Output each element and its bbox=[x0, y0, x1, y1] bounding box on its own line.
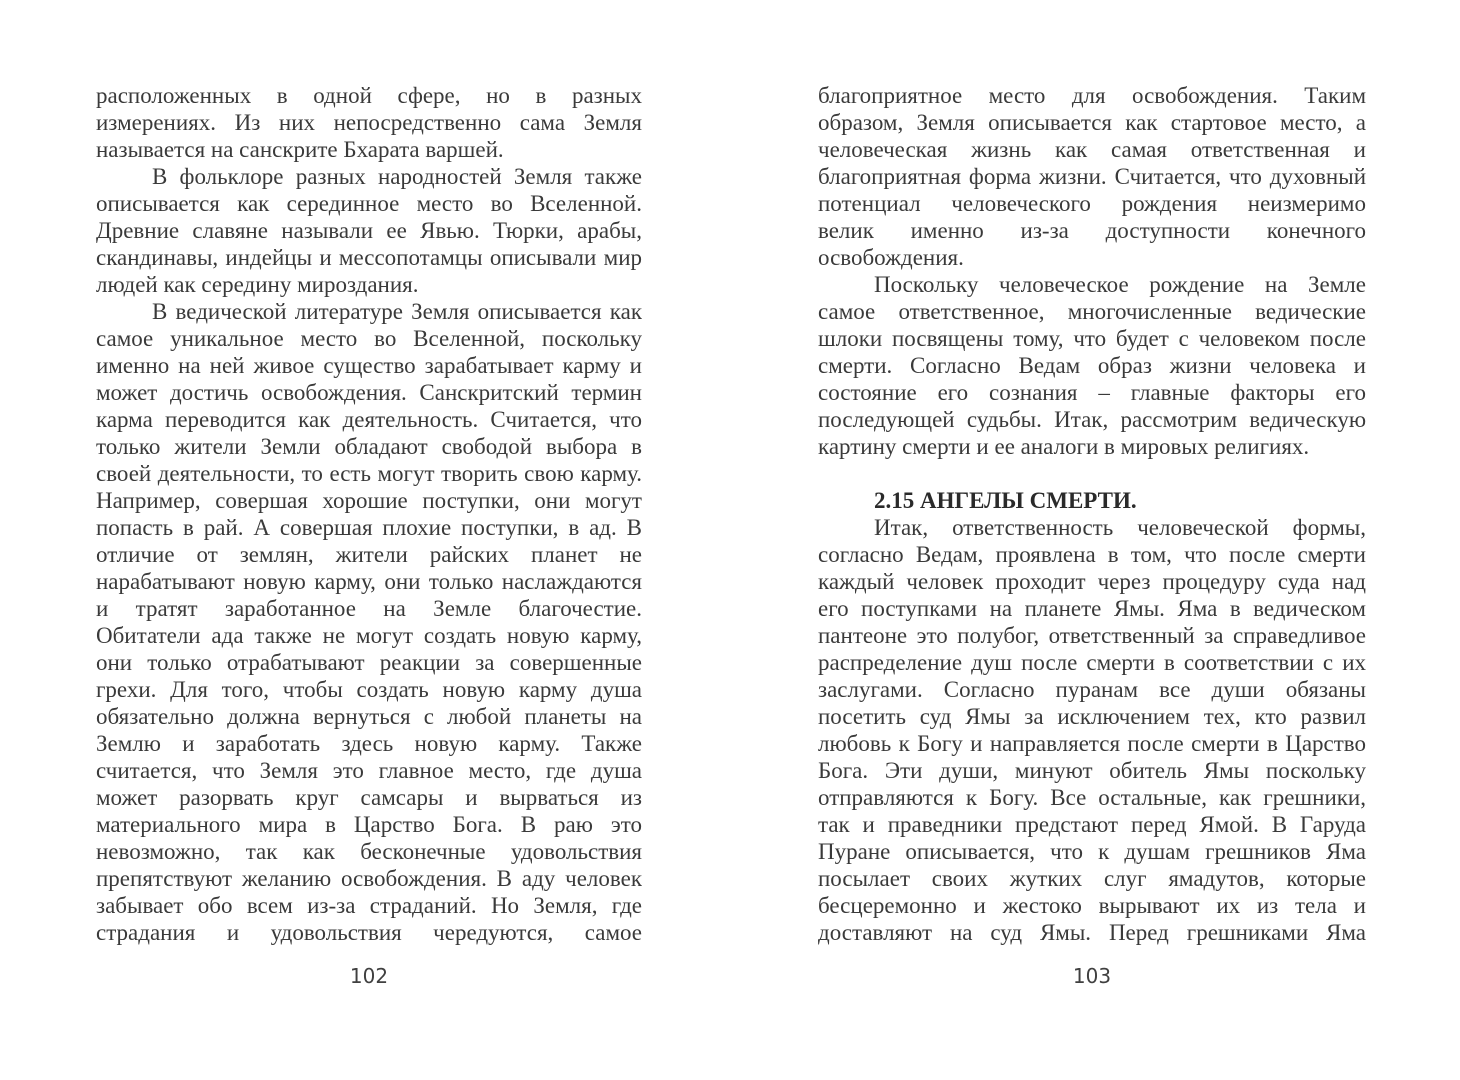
page-number: 103 bbox=[1072, 964, 1112, 988]
text-line: карма переводится как деятельность. Считается, что bbox=[96, 407, 642, 432]
text-line: называется на санскрите Бхарата варшей. bbox=[96, 137, 504, 162]
text-line: Землю и заработать здесь новую карму. Также bbox=[96, 731, 642, 756]
text-line: шлоки посвящены тому, что будет с человеком после bbox=[818, 326, 1366, 351]
text-line: людей как середину мироздания. bbox=[96, 272, 419, 297]
text-line: невозможно, так как бесконечные удовольствия bbox=[96, 839, 642, 864]
text-line: Поскольку человеческое рождение на Земле bbox=[874, 272, 1366, 297]
text-line: и тратят заработанное на Земле благочестие. bbox=[96, 596, 642, 621]
text-line: В фольклоре разных народностей Земля также bbox=[152, 164, 642, 189]
text-line: препятствуют желанию освобождения. В аду человек bbox=[96, 866, 642, 891]
text-line: Например, совершая хорошие поступки, они могут bbox=[96, 488, 642, 513]
text-line: посылает своих жутких слуг ямадутов, которые bbox=[818, 866, 1366, 891]
section-heading: 2.15 АНГЕЛЫ СМЕРТИ. bbox=[874, 488, 1137, 513]
text-line: страдания и удовольствия чередуются, самое bbox=[96, 920, 642, 945]
text-line: Бога. Эти души, минуют обитель Ямы поскольку bbox=[818, 758, 1366, 783]
text-line: может разорвать круг самсары и вырваться из bbox=[96, 785, 642, 810]
left-page-text bbox=[96, 82, 642, 946]
text-line: Древние славяне называли ее Явью. Тюрки, арабы, bbox=[96, 218, 642, 243]
text-line: описывается как серединное место во Вселенной. bbox=[96, 191, 642, 216]
text-line: освобождения. bbox=[818, 245, 964, 270]
text-line: попасть в рай. А совершая плохие поступки, в ад. В bbox=[96, 515, 642, 540]
text-line: состояние его сознания – главные факторы его bbox=[818, 380, 1366, 405]
text-line: велик именно из-за доступности конечного bbox=[818, 218, 1366, 243]
text-line: забывает обо всем из-за страданий. Но Земля, где bbox=[96, 893, 642, 918]
text-line: бесцеремонно и жестоко вырывают их из тела и bbox=[818, 893, 1366, 918]
text-line: образом, Земля описывается как стартовое место, а bbox=[818, 110, 1366, 135]
right-page bbox=[818, 0, 1366, 1080]
text-line: своей деятельности, то есть могут творить свою карму. bbox=[96, 461, 642, 486]
text-line: отправляются к Богу. Все остальные, как грешники, bbox=[818, 785, 1366, 810]
text-line: материального мира в Царство Бога. В раю это bbox=[96, 812, 642, 837]
text-line: Обитатели ада также не могут создать новую карму, bbox=[96, 623, 642, 648]
text-line: доставляют на суд Ямы. Перед грешниками Яма bbox=[818, 920, 1366, 945]
text-line: самое уникальное место во Вселенной, поскольку bbox=[96, 326, 642, 351]
text-line: его поступками на планете Ямы. Яма в ведическом bbox=[818, 596, 1366, 621]
text-line: человеческая жизнь как самая ответственная и bbox=[818, 137, 1366, 162]
text-line: распределение душ после смерти в соответствии с их bbox=[818, 650, 1366, 675]
right-page-text bbox=[818, 82, 1366, 946]
text-line: заслугами. Согласно пуранам все души обязаны bbox=[818, 677, 1366, 702]
text-line: считается, что Земля это главное место, где душа bbox=[96, 758, 642, 783]
text-line: скандинавы, индейцы и мессопотамцы описывали мир bbox=[96, 245, 642, 270]
text-line: любовь к Богу и направляется после смерти в Царство bbox=[818, 731, 1366, 756]
text-line: так и праведники предстают перед Ямой. В Гаруда bbox=[818, 812, 1366, 837]
text-line: они только отрабатывают реакции за совершенные bbox=[96, 650, 642, 675]
text-line: благоприятная форма жизни. Считается, что духовный bbox=[818, 164, 1366, 189]
text-line: посетить суд Ямы за исключением тех, кто развил bbox=[818, 704, 1366, 729]
left-page bbox=[96, 0, 642, 1080]
page-number: 102 bbox=[349, 964, 389, 988]
text-line: может достичь освобождения. Санскритский термин bbox=[96, 380, 642, 405]
text-line: обязательно должна вернуться с любой планеты на bbox=[96, 704, 642, 729]
text-line: Итак, ответственность человеческой формы, bbox=[874, 515, 1366, 540]
text-line: самое ответственное, многочисленные ведические bbox=[818, 299, 1366, 324]
text-line: именно на ней живое существо зарабатывает карму и bbox=[96, 353, 642, 378]
text-line: благоприятное место для освобождения. Таким bbox=[818, 83, 1366, 108]
text-line: смерти. Согласно Ведам образ жизни человека и bbox=[818, 353, 1366, 378]
text-line: Пуране описывается, что к душам грешников Яма bbox=[818, 839, 1366, 864]
text-line: последующей судьбы. Итак, рассмотрим ведическую bbox=[818, 407, 1366, 432]
text-line: отличие от землян, жители райских планет не bbox=[96, 542, 642, 567]
text-line: каждый человек проходит через процедуру суда над bbox=[818, 569, 1366, 594]
text-line: грехи. Для того, чтобы создать новую карму душа bbox=[96, 677, 642, 702]
text-line: картину смерти и ее аналоги в мировых религиях. bbox=[818, 434, 1310, 459]
text-line: измерениях. Из них непосредственно сама Земля bbox=[96, 110, 642, 135]
text-line: только жители Земли обладают свободой выбора в bbox=[96, 434, 642, 459]
text-line: потенциал человеческого рождения неизмеримо bbox=[818, 191, 1366, 216]
text-line: В ведической литературе Земля описывается как bbox=[152, 299, 642, 324]
text-line: пантеоне это полубог, ответственный за справедливое bbox=[818, 623, 1366, 648]
text-line: согласно Ведам, проявлена в том, что после смерти bbox=[818, 542, 1366, 567]
section-gap bbox=[818, 460, 1366, 487]
text-line: нарабатывают новую карму, они только наслаждаются bbox=[96, 569, 642, 594]
text-line: расположенных в одной сфере, но в разных bbox=[96, 83, 642, 108]
